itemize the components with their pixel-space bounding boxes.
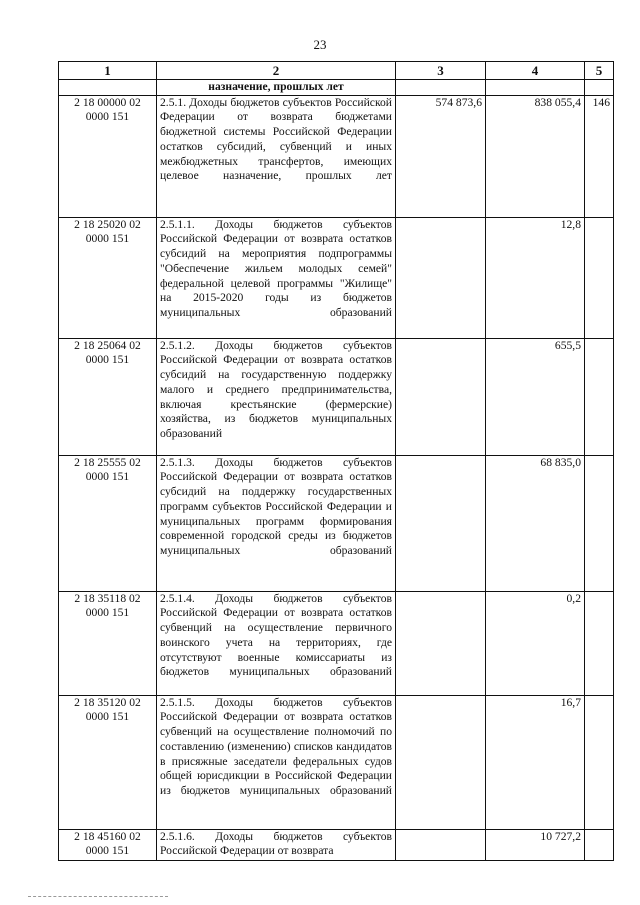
- table-header-row: [59, 62, 614, 80]
- value-col5: [585, 591, 614, 695]
- value-col5: [585, 338, 614, 455]
- table-row: [59, 217, 614, 338]
- value-col3: [396, 591, 486, 695]
- value-col4: 12,8: [486, 217, 585, 338]
- value-col4: 10 727,2: [486, 829, 585, 860]
- budget-code: 2 18 00000 02 0000 151: [59, 95, 157, 217]
- value-col4: 655,5: [486, 338, 585, 455]
- table-row: [59, 695, 614, 829]
- column-header-1: 1: [59, 62, 157, 80]
- page-number: 23: [313, 37, 327, 52]
- row-description: 2.5.1.4. Доходы бюджетов субъектов Российской Федерации от возврата остатков субвенций на осуществление первичного воинского учета на территориях, где отсутствуют военные комиссариаты из бюджетов муниципальных образований: [157, 591, 396, 695]
- value-col4: 68 835,0: [486, 455, 585, 591]
- value-col5: [585, 455, 614, 591]
- value-col3: [396, 695, 486, 829]
- value-col3: [396, 455, 486, 591]
- table-row: [59, 455, 614, 591]
- table-row: [59, 338, 614, 455]
- table-row: [59, 829, 614, 860]
- value-col3: [396, 829, 486, 860]
- row-description: 2.5.1.3. Доходы бюджетов субъектов Российской Федерации от возврата остатков субсидий на поддержку государственных программ субъектов Российской Федерации и муниципальных программ формирования современной городской среды из бюджетов муниципальных образований: [157, 455, 396, 591]
- column-header-2: 2: [157, 62, 396, 80]
- budget-table: [58, 61, 614, 861]
- value-col5: [585, 829, 614, 860]
- column-header-3: 3: [396, 62, 486, 80]
- table-row: [59, 95, 614, 217]
- row-description: 2.5.1.5. Доходы бюджетов субъектов Российской Федерации от возврата остатков субвенций на осуществление полномочий по составлению (изменению) списков кандидатов в присяжные заседатели федеральных судов общей юрисдикции в Российской Федерации из бюджетов муниципальных образований: [157, 695, 396, 829]
- row-description: 2.5.1. Доходы бюджетов субъектов Российской Федерации от возврата бюджетами бюджетной системы Российской Федерации остатков субсидий, субвенций и иных межбюджетных трансфертов, имеющих целевое назначение, прошлых лет: [157, 95, 396, 217]
- row-description: 2.5.1.1. Доходы бюджетов субъектов Российской Федерации от возврата остатков субсидий на мероприятия подпрограммы "Обеспечение жильем молодых семей" федеральной целевой программы "Жилище" на 2015-2020 годы из бюджетов муниципальных образований: [157, 217, 396, 338]
- table-row: [59, 591, 614, 695]
- row-description: 2.5.1.6. Доходы бюджетов субъектов Российской Федерации от возврата: [157, 829, 396, 860]
- budget-code: 2 18 25064 02 0000 151: [59, 338, 157, 455]
- budget-code: 2 18 25020 02 0000 151: [59, 217, 157, 338]
- column-header-4: 4: [486, 62, 585, 80]
- row-description: 2.5.1.2. Доходы бюджетов субъектов Российской Федерации от возврата остатков субсидий на государственную поддержку малого и среднего предпринимательства, включая крестьянские (фермерские) хозяйства, из бюджетов муниципальных образований: [157, 338, 396, 455]
- scan-artifact: [28, 896, 168, 899]
- budget-code: 2 18 25555 02 0000 151: [59, 455, 157, 591]
- value-col5: [585, 217, 614, 338]
- continuation-text: назначение, прошлых лет: [157, 80, 396, 96]
- budget-code: 2 18 35120 02 0000 151: [59, 695, 157, 829]
- value-col4: 0,2: [486, 591, 585, 695]
- value-col4: 838 055,4: [486, 95, 585, 217]
- budget-code: 2 18 45160 02 0000 151: [59, 829, 157, 860]
- value-col5: [585, 695, 614, 829]
- budget-code: 2 18 35118 02 0000 151: [59, 591, 157, 695]
- value-col4: 16,7: [486, 695, 585, 829]
- continuation-row: [59, 80, 614, 96]
- column-header-5: 5: [585, 62, 614, 80]
- value-col3: [396, 217, 486, 338]
- value-col3: [396, 338, 486, 455]
- value-col5: 146: [585, 95, 614, 217]
- value-col3: 574 873,6: [396, 95, 486, 217]
